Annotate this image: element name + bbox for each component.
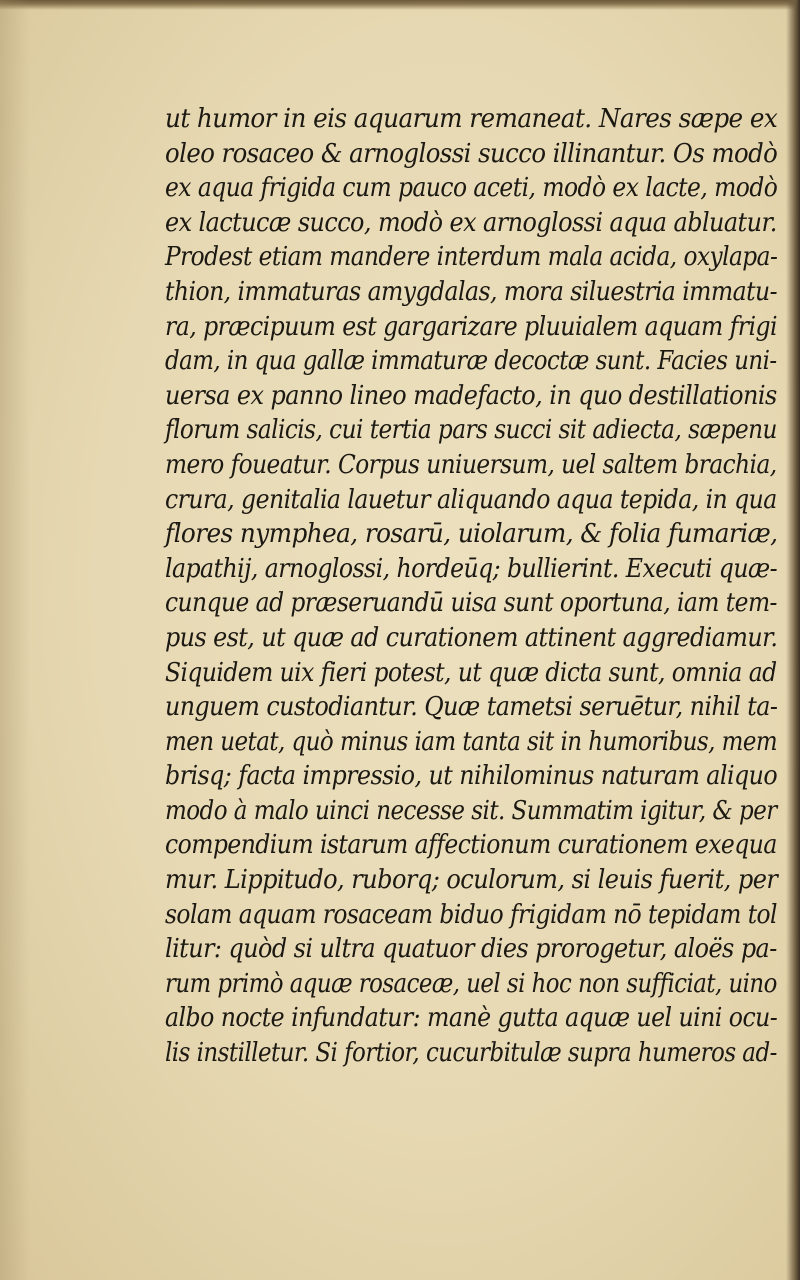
text-line: rum primò aquæ rosaceæ, uel si hoc non sufficiat, uino [165, 968, 777, 999]
text-line: brisq; facta impressio, ut nihilominus naturam aliquo [165, 761, 778, 792]
text-line: crura, genitalia lauetur aliquando aqua tepida, in qua [165, 484, 777, 515]
text-line: lapathij, arnoglossi, hordeūq; bullierint. Executi quæ- [165, 553, 777, 584]
text-line: flores nymphea, rosarū, uiolarum, & folia fumariæ, [165, 519, 778, 550]
page-top-edge [0, 0, 800, 10]
text-line: ex lactucæ succo, modò ex arnoglossi aqua abluatur. [165, 207, 777, 238]
text-line: ut humor in eis aquarum remaneat. Nares sæpe ex [165, 104, 778, 134]
text-line: Prodest etiam mandere interdum mala acida, oxylapa- [165, 242, 778, 273]
page-gutter-shadow [0, 0, 30, 1280]
text-line: florum salicis, cui tertia pars succi sit adiecta, sæpenu [165, 415, 777, 446]
text-line: ra, præcipuum est gargarizare pluuialem aquam frigi [165, 311, 778, 342]
text-line: uersa ex panno lineo madefacto, in quo destillationis [165, 380, 777, 411]
text-line: oleo rosaceo & arnoglossi succo illinantur. Os modò [165, 138, 778, 169]
text-line: men uetat, quò minus iam tanta sit in humoribus, mem [165, 726, 778, 757]
text-line: mero foueatur. Corpus uniuersum, uel saltem brachia, [165, 449, 777, 480]
text-line: solam aquam rosaceam biduo frigidam nō tepidam tol [165, 899, 777, 930]
text-line: ex aqua frigida cum pauco aceti, modò ex lacte, modò [165, 173, 778, 204]
text-line: mur. Lippitudo, ruborq; oculorum, si leuis fuerit, per [165, 865, 778, 896]
text-line: Siquidem uix fieri potest, ut quæ dicta sunt, omnia ad [165, 657, 777, 688]
text-line: litur: quòd si ultra quatuor dies prorogetur, aloës pa- [165, 934, 777, 965]
text-line: cunque ad præseruandū uisa sunt oportuna, iam tem- [165, 588, 777, 619]
text-line: dam, in qua gallæ immaturæ decoctæ sunt. Facies uni- [165, 346, 777, 377]
text-line: thion, immaturas amygdalas, mora siluestria immatu- [165, 276, 778, 307]
text-line: modo à malo uinci necesse sit. Summatim igitur, & per [165, 795, 777, 826]
text-line: lis instilletur. Si fortior, cucurbitulæ supra humeros ad- [165, 1038, 777, 1069]
body-text [165, 102, 777, 1071]
text-line: compendium istarum affectionum curationem exequa [165, 830, 777, 861]
text-line: albo nocte infundatur: manè gutta aquæ uel uini ocu- [165, 1003, 778, 1034]
page-right-edge [786, 0, 800, 1280]
text-line: unguem custodiantur. Quæ tametsi seruētur, nihil ta- [165, 692, 778, 723]
text-line: pus est, ut quæ ad curationem attinent aggrediamur. [165, 622, 778, 653]
